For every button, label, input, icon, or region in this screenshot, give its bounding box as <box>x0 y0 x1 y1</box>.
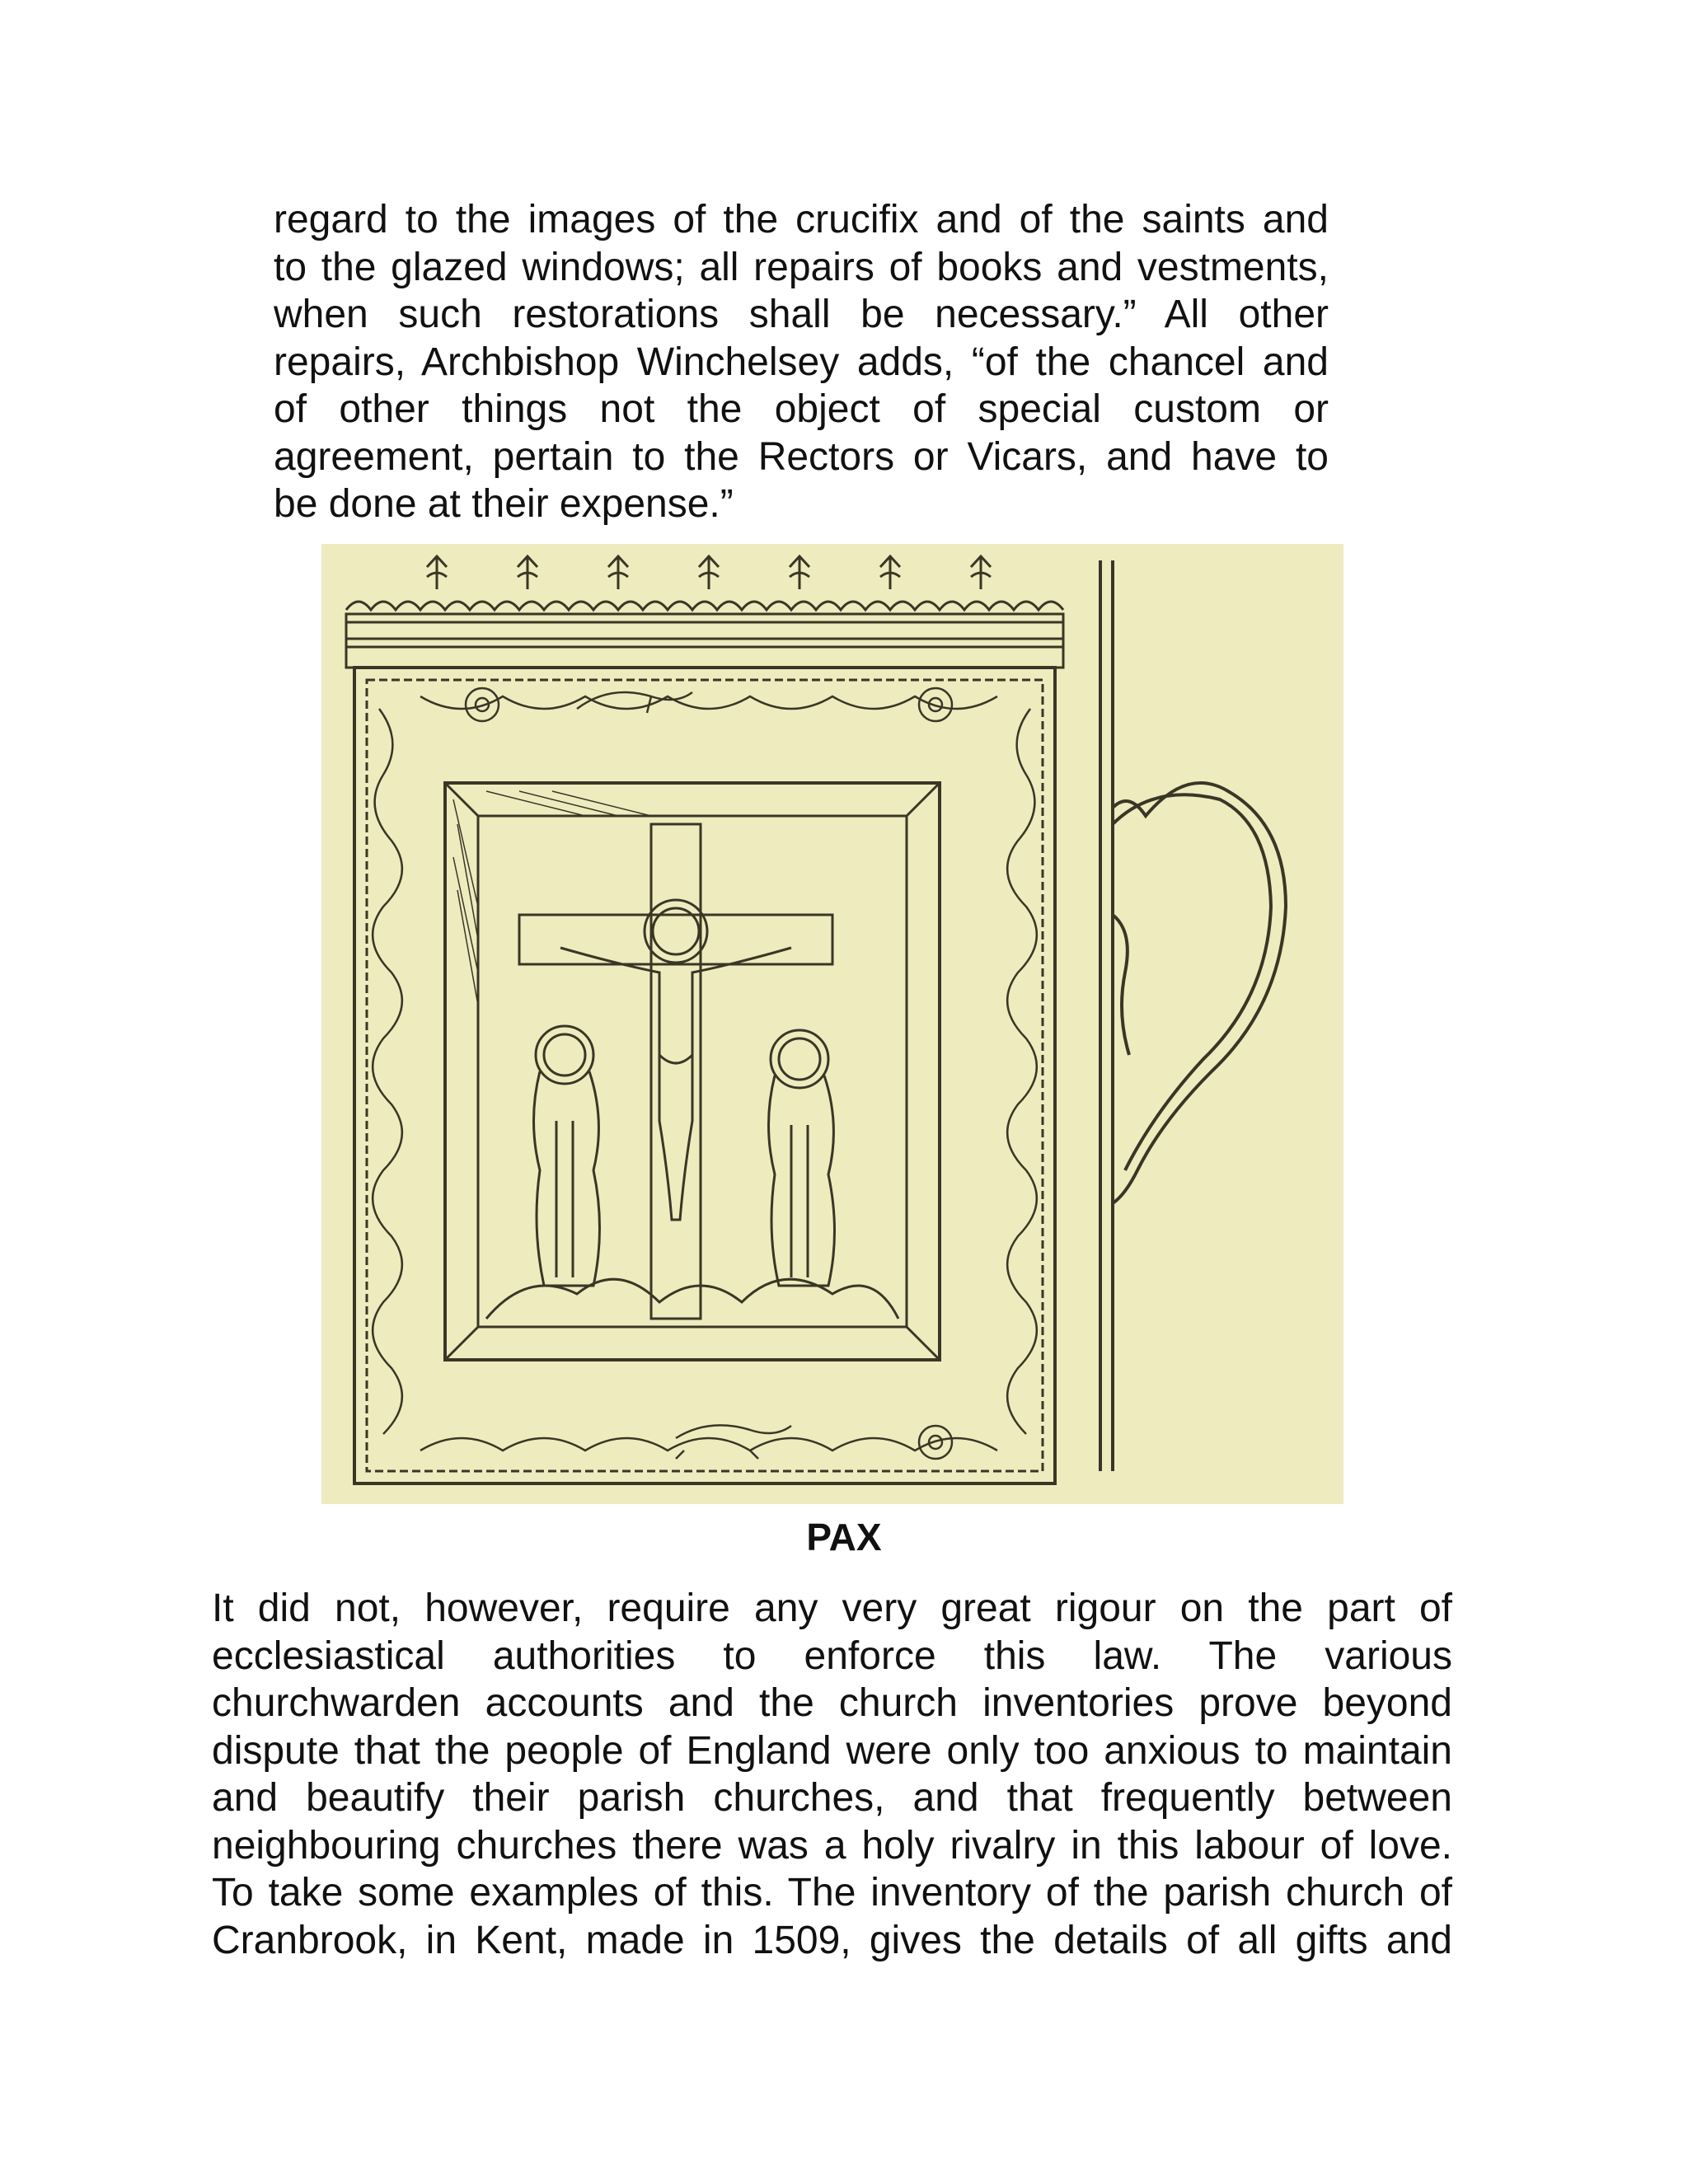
text-line: agreement, pertain to the Rectors or Vicars, and have to <box>274 434 1329 479</box>
text-line: churchwarden accounts and the church inventories prove beyond <box>212 1681 1452 1725</box>
text-line: when such restorations shall be necessary.” All other <box>274 293 1329 336</box>
ground-hills <box>486 1279 898 1319</box>
text-line: regard to the images of the crucifix and of the saints and <box>274 198 1329 241</box>
bevel-hatching <box>453 791 651 1005</box>
cornice-band <box>346 614 1063 647</box>
text-line: be done at their expense.” <box>274 482 734 526</box>
figure-mary <box>534 1026 600 1286</box>
paragraph-top <box>274 196 1329 528</box>
figure-caption: PAX <box>806 1516 882 1558</box>
text-line: Cranbrook, in Kent, made in 1509, gives the details of all gifts and <box>212 1918 1452 1962</box>
crest-fleurons <box>346 556 1063 610</box>
pax-illustration <box>321 544 1343 1504</box>
text-line: repairs, Archbishop Winchelsey adds, “of the chancel and <box>274 340 1329 384</box>
text-line: It did not, however, require any very great rigour on the part of <box>212 1586 1452 1630</box>
text-line: ecclesiastical authorities to enforce this law. The various <box>212 1633 1452 1678</box>
figure-john <box>769 1030 835 1286</box>
text-line: to the glazed windows; all repairs of books and vestments, <box>274 245 1329 289</box>
side-profile <box>1100 560 1286 1471</box>
text-line: dispute that the people of England were only too anxious to maintain <box>212 1728 1452 1773</box>
text-line: neighbouring churches there was a holy rivalry in this labour of love. <box>212 1823 1452 1868</box>
paragraph-bottom <box>212 1585 1452 1964</box>
bird-motif <box>577 692 692 713</box>
text-line: To take some examples of this. The inventory of the parish church of <box>212 1871 1452 1915</box>
foliage-border <box>373 688 1037 1459</box>
text-line: of other things not the object of special custom or <box>274 387 1329 431</box>
pax-engraving <box>321 544 1343 1504</box>
crucifix <box>519 824 832 1319</box>
text-line: and beautify their parish churches, and that frequently between <box>212 1776 1452 1820</box>
